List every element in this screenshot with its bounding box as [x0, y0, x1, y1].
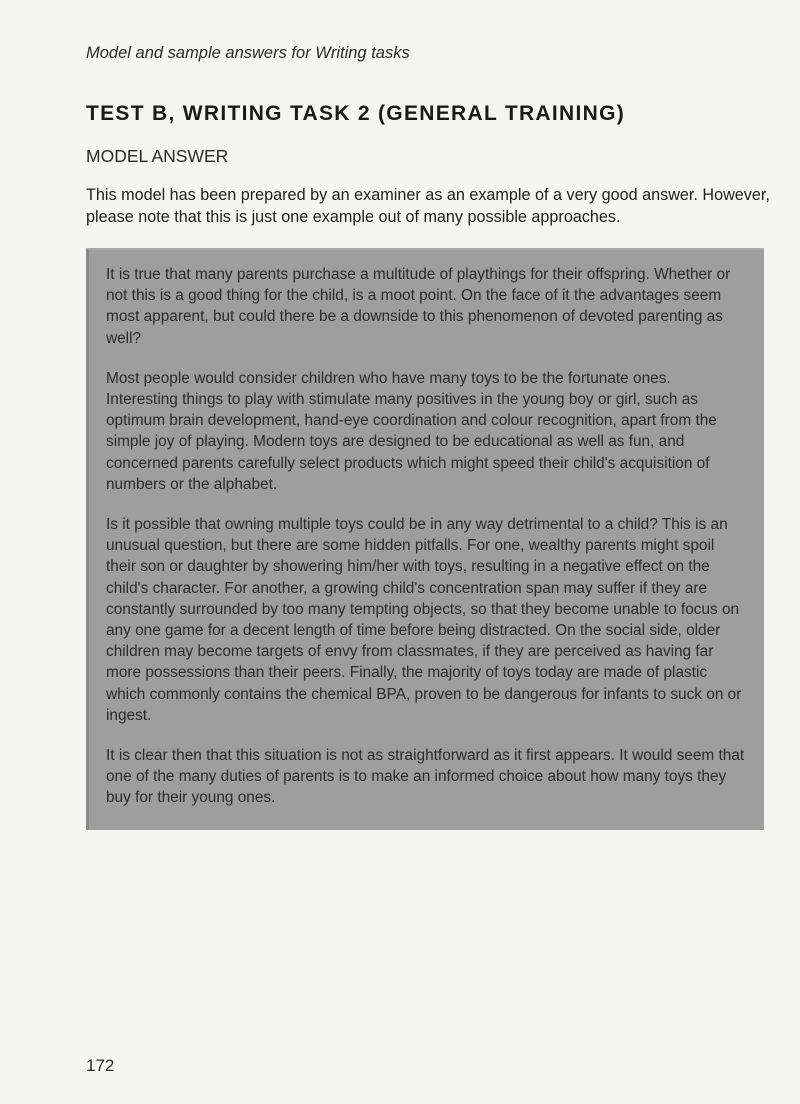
section-title: TEST B, WRITING TASK 2 (GENERAL TRAINING)	[86, 102, 626, 125]
answer-paragraph-3: Is it possible that owning multiple toys could be in any way detrimental to a child? This is an unusual question, but there are some hidden pitfalls. For one, wealthy parents might spoil their son or daughter by showering him/her with toys, resulting in a negative effect on the child's character. For another, a growing child's concentration span may suffer if they are constantly surrounded by too many tempting objects, so that they become unable to focus on any one game for a decent length of time before being distracted. On the social side, older children may become targets of envy from classmates, if they are perceived as having far more possessions than their peers. Finally, the majority of toys today are made of plastic which commonly contains the chemical BPA, proven to be dangerous for infants to suck on or ingest.	[106, 516, 742, 724]
intro-paragraph: This model has been prepared by an examiner as an example of a very good answer. However, please note that this is just one example out of many possible approaches.	[86, 186, 770, 226]
running-header: Model and sample answers for Writing tasks	[86, 44, 410, 62]
page-number: 172	[86, 1056, 115, 1075]
answer-paragraph-4: It is clear then that this situation is not as straightforward as it first appears. It would seem that one of the many duties of parents is to make an informed choice about how many toys they buy for their young ones.	[106, 747, 745, 807]
section-subtitle: MODEL ANSWER	[86, 146, 229, 166]
intro-text	[86, 184, 776, 228]
model-answer-box	[86, 248, 764, 830]
answer-paragraph-2: Most people would consider children who have many toys to be the fortunate ones. Interesting things to play with stimulate many positives in the young boy or girl, such as optimum brain development, hand-eye coordination and colour recognition, apart from the simple joy of playing. Modern toys are designed to be educational as well as fun, and concerned parents carefully select products which might speed their child's acquisition of numbers or the alphabet.	[106, 369, 717, 493]
answer-paragraph-1: It is true that many parents purchase a multitude of playthings for their offspring. Whether or not this is a good thing for the child, is a moot point. On the face of it the advantages seem most apparent, but could there be a downside to this phenomenon of devoted parenting as well?	[106, 266, 731, 347]
